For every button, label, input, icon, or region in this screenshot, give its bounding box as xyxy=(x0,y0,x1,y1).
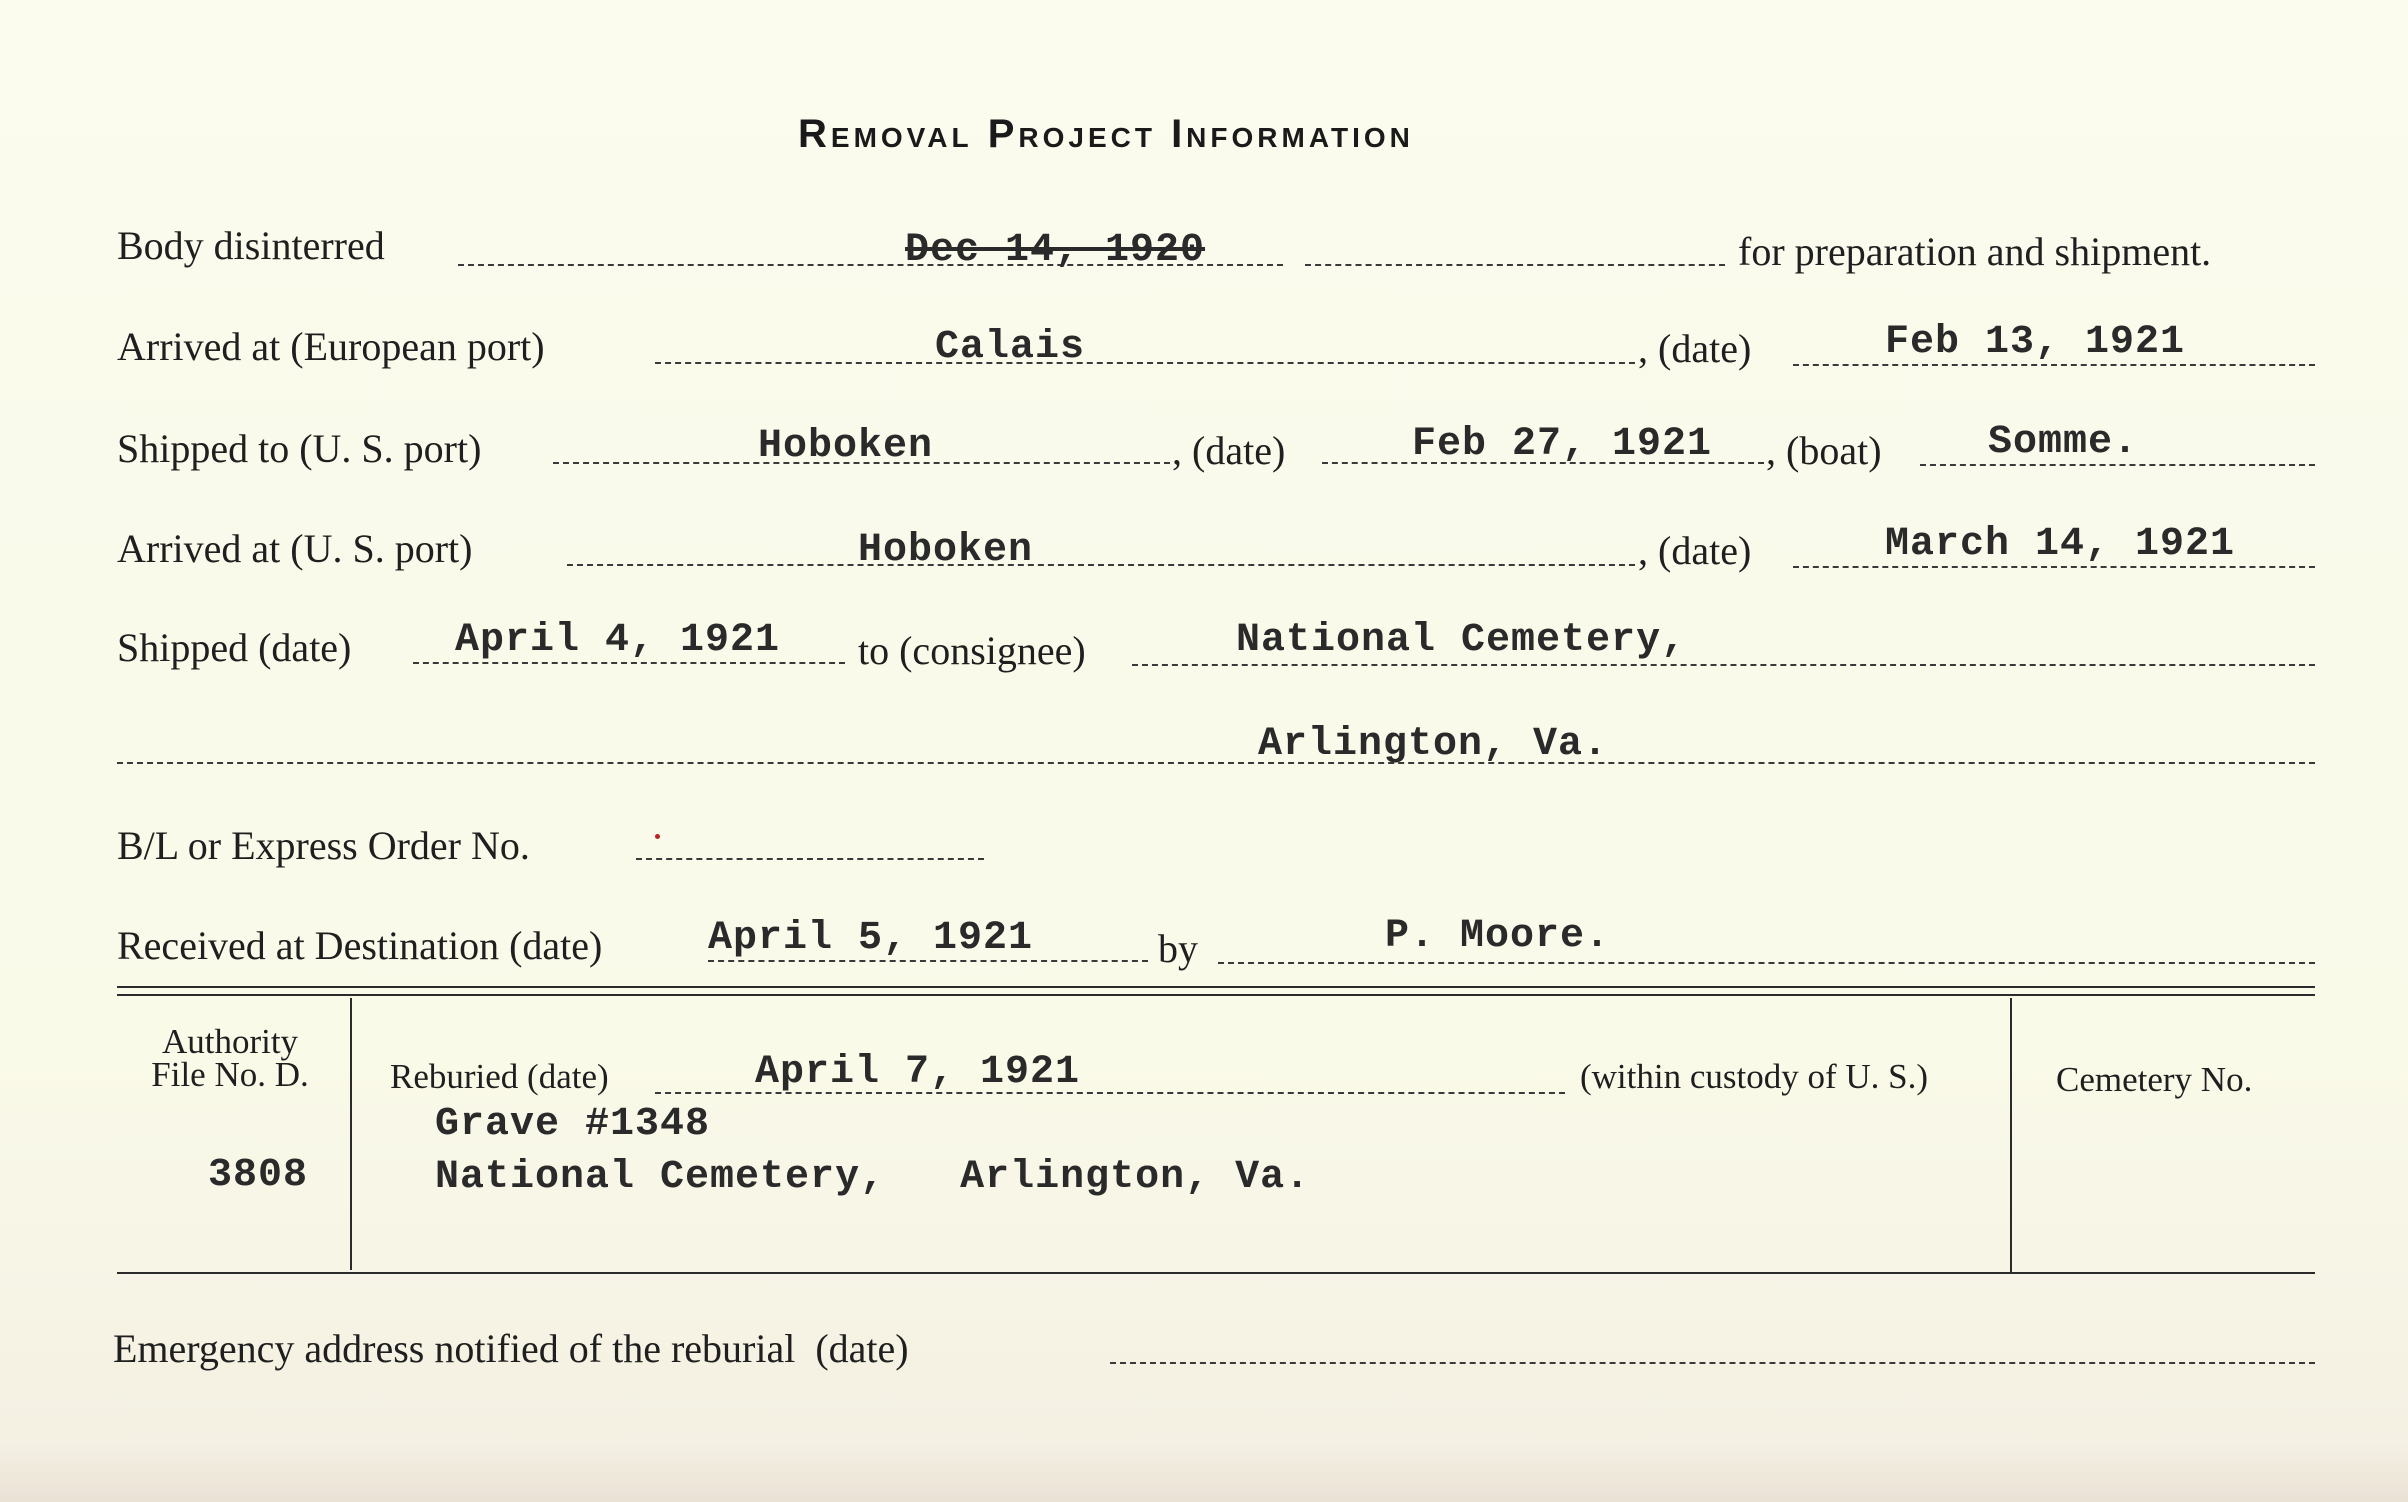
consignee-value-2: Arlington, Va. xyxy=(1258,722,1609,767)
table-top-rule-1 xyxy=(117,986,2315,988)
euro-port-date-label: , (date) xyxy=(1638,326,1752,371)
custody-label: (within custody of U. S.) xyxy=(1580,1057,1929,1096)
euro-port-date: Feb 13, 1921 xyxy=(1885,320,2186,365)
disinterred-suffix: for preparation and shipment. xyxy=(1738,229,2212,274)
disinterred-value: Dec 14, 1920 xyxy=(905,228,1206,273)
table-divider-left xyxy=(350,998,352,1270)
reburied-label: Reburied (date) xyxy=(390,1057,609,1096)
received-by-label: by xyxy=(1158,926,1198,971)
red-dot-mark xyxy=(655,834,660,839)
disinterred-line-2 xyxy=(1305,264,1725,266)
table-bottom-rule xyxy=(117,1272,2315,1274)
shipped-us-date: Feb 27, 1921 xyxy=(1412,422,1713,467)
table-top-rule-2 xyxy=(117,994,2315,996)
shipped-us-boat-label: , (boat) xyxy=(1766,428,1882,473)
received-by-value: P. Moore. xyxy=(1385,914,1611,959)
euro-port-line xyxy=(655,362,1635,364)
euro-port-label: Arrived at (European port) xyxy=(117,324,545,369)
shipped-us-date-label: , (date) xyxy=(1172,428,1286,473)
bl-label: B/L or Express Order No. xyxy=(117,823,530,868)
arrived-us-date-label: , (date) xyxy=(1638,528,1752,573)
consignee-label: to (consignee) xyxy=(858,628,1086,673)
arrived-us-value: Hoboken xyxy=(858,528,1034,573)
shipped-us-label: Shipped to (U. S. port) xyxy=(117,426,482,471)
emergency-label: Emergency address notified of the reburial (date) xyxy=(113,1326,909,1371)
euro-port-value: Calais xyxy=(935,325,1086,370)
arrived-us-date: March 14, 1921 xyxy=(1885,522,2236,567)
consignee-line xyxy=(1132,664,2315,666)
shipped-us-boat: Somme. xyxy=(1988,420,2139,465)
bl-line xyxy=(636,858,984,860)
arrived-us-line xyxy=(567,564,1635,566)
grave-value: Grave #1348 xyxy=(435,1102,711,1147)
cemetery-label: Cemetery No. xyxy=(2056,1060,2253,1099)
received-by-line xyxy=(1218,962,2315,964)
shipped-date-label: Shipped (date) xyxy=(117,625,352,670)
received-value: April 5, 1921 xyxy=(708,916,1034,961)
emergency-line xyxy=(1110,1362,2315,1364)
authority-label-2: File No. D. xyxy=(151,1055,309,1094)
authority-label-1: Authority xyxy=(161,1022,299,1061)
shipped-us-value: Hoboken xyxy=(758,424,934,469)
reburied-value: April 7, 1921 xyxy=(755,1050,1081,1095)
consignee-value: National Cemetery, xyxy=(1236,618,1687,663)
received-label: Received at Destination (date) xyxy=(117,923,603,968)
authority-value: 3808 xyxy=(208,1153,309,1198)
shipped-date-value: April 4, 1921 xyxy=(455,618,781,663)
location-value: National Cemetery, Arlington, Va. xyxy=(435,1155,1311,1200)
consignee-line-2 xyxy=(117,762,2315,764)
disinterred-label: Body disinterred xyxy=(117,223,385,268)
table-divider-right xyxy=(2010,998,2012,1274)
page-title: Removal Project Information xyxy=(798,112,1414,156)
arrived-us-label: Arrived at (U. S. port) xyxy=(117,526,473,571)
